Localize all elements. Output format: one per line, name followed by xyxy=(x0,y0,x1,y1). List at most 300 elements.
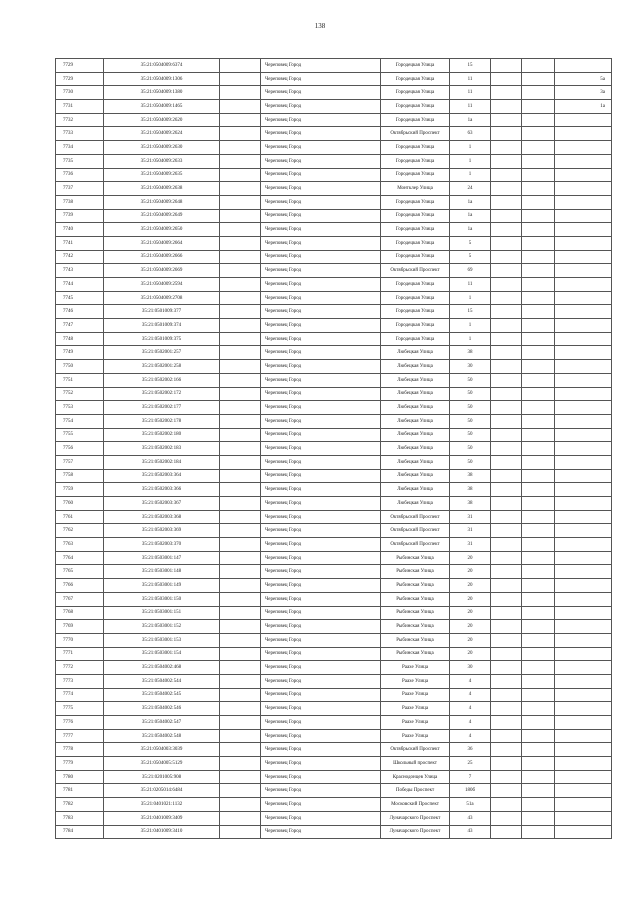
street-cell: Рыбинская Улица xyxy=(381,633,450,647)
building-cell xyxy=(491,442,522,456)
building-cell xyxy=(491,59,522,73)
empty-cell-cell xyxy=(220,195,261,209)
structure-cell xyxy=(522,100,555,114)
row-number-cell: 7756 xyxy=(56,442,104,456)
settlement-cell: Череповец Город xyxy=(261,414,381,428)
row-number-cell: 7771 xyxy=(56,647,104,661)
settlement-cell: Череповец Город xyxy=(261,86,381,100)
street-cell: Любецкая Улица xyxy=(381,414,450,428)
table-row xyxy=(56,551,612,565)
cadastral-number-cell: 35:21:0504009:2664 xyxy=(104,236,220,250)
apartment-cell xyxy=(555,59,612,73)
settlement-cell: Череповец Город xyxy=(261,223,381,237)
table-row xyxy=(56,250,612,264)
apartment-cell xyxy=(555,455,612,469)
apartment-cell xyxy=(555,414,612,428)
apartment-cell xyxy=(555,195,612,209)
structure-cell xyxy=(522,168,555,182)
settlement-cell: Череповец Город xyxy=(261,113,381,127)
apartment-cell xyxy=(555,141,612,155)
street-cell: Городецкая Улица xyxy=(381,236,450,250)
building-cell xyxy=(491,346,522,360)
empty-cell-cell xyxy=(220,59,261,73)
cadastral-number-cell: 35:21:0504009:2624 xyxy=(104,127,220,141)
cadastral-number-cell: 35:21:0502003:366 xyxy=(104,483,220,497)
empty-cell-cell xyxy=(220,674,261,688)
street-cell: Городецкая Улица xyxy=(381,250,450,264)
street-cell: Любецкая Улица xyxy=(381,455,450,469)
structure-cell xyxy=(522,688,555,702)
street-cell: Любецкая Улица xyxy=(381,469,450,483)
row-number-cell: 7784 xyxy=(56,825,104,839)
apartment-cell xyxy=(555,373,612,387)
structure-cell xyxy=(522,264,555,278)
row-number-cell: 7736 xyxy=(56,168,104,182)
row-number-cell: 7754 xyxy=(56,414,104,428)
building-cell xyxy=(491,195,522,209)
apartment-cell xyxy=(555,620,612,634)
empty-cell-cell xyxy=(220,168,261,182)
row-number-cell: 7769 xyxy=(56,620,104,634)
structure-cell xyxy=(522,538,555,552)
empty-cell-cell xyxy=(220,743,261,757)
table-row xyxy=(56,825,612,839)
settlement-cell: Череповец Город xyxy=(261,442,381,456)
row-number-cell: 7767 xyxy=(56,592,104,606)
cadastral-number-cell: 35:21:0502002:166 xyxy=(104,373,220,387)
house-number-cell: 63 xyxy=(450,127,491,141)
settlement-cell: Череповец Город xyxy=(261,798,381,812)
empty-cell-cell xyxy=(220,633,261,647)
street-cell: Октябрьский Проспект xyxy=(381,127,450,141)
building-cell xyxy=(491,688,522,702)
cadastral-number-cell: 35:21:0503001:147 xyxy=(104,551,220,565)
row-number-cell: 7764 xyxy=(56,551,104,565)
structure-cell xyxy=(522,455,555,469)
building-cell xyxy=(491,264,522,278)
building-cell xyxy=(491,524,522,538)
apartment-cell xyxy=(555,538,612,552)
apartment-cell xyxy=(555,716,612,730)
apartment-cell xyxy=(555,661,612,675)
street-cell: Городецкая Улица xyxy=(381,319,450,333)
property-registry-table xyxy=(55,58,612,839)
row-number-cell: 7757 xyxy=(56,455,104,469)
street-cell: Городецкая Улица xyxy=(381,113,450,127)
structure-cell xyxy=(522,497,555,511)
apartment-cell xyxy=(555,647,612,661)
structure-cell xyxy=(522,414,555,428)
empty-cell-cell xyxy=(220,100,261,114)
apartment-cell xyxy=(555,757,612,771)
building-cell xyxy=(491,401,522,415)
building-cell xyxy=(491,483,522,497)
house-number-cell: 1 xyxy=(450,332,491,346)
apartment-cell xyxy=(555,469,612,483)
settlement-cell: Череповец Город xyxy=(261,743,381,757)
street-cell: Любецкая Улица xyxy=(381,428,450,442)
settlement-cell: Череповец Город xyxy=(261,469,381,483)
apartment-cell xyxy=(555,579,612,593)
house-number-cell: 1 xyxy=(450,291,491,305)
settlement-cell: Череповец Город xyxy=(261,524,381,538)
empty-cell-cell xyxy=(220,305,261,319)
house-number-cell: 20 xyxy=(450,592,491,606)
table-row xyxy=(56,743,612,757)
apartment-cell xyxy=(555,291,612,305)
empty-cell-cell xyxy=(220,606,261,620)
cadastral-number-cell: 35:21:0503001:150 xyxy=(104,592,220,606)
structure-cell xyxy=(522,305,555,319)
apartment-cell xyxy=(555,592,612,606)
house-number-cell: 7 xyxy=(450,770,491,784)
table-row xyxy=(56,100,612,114)
street-cell: Городецкая Улица xyxy=(381,332,450,346)
cadastral-number-cell: 35:21:0502003:364 xyxy=(104,469,220,483)
house-number-cell: 30 xyxy=(450,360,491,374)
empty-cell-cell xyxy=(220,551,261,565)
row-number-cell: 7733 xyxy=(56,127,104,141)
structure-cell xyxy=(522,236,555,250)
street-cell: Любецкая Улица xyxy=(381,401,450,415)
cadastral-number-cell: 35:21:0504009:6374 xyxy=(104,59,220,73)
structure-cell xyxy=(522,346,555,360)
structure-cell xyxy=(522,127,555,141)
structure-cell xyxy=(522,647,555,661)
house-number-cell: 43 xyxy=(450,811,491,825)
row-number-cell: 7749 xyxy=(56,346,104,360)
cadastral-number-cell: 35:21:0504009:2635 xyxy=(104,168,220,182)
street-cell: Городецкая Улица xyxy=(381,278,450,292)
cadastral-number-cell: 35:21:0502001:258 xyxy=(104,360,220,374)
table-row xyxy=(56,182,612,196)
settlement-cell: Череповец Город xyxy=(261,592,381,606)
building-cell xyxy=(491,319,522,333)
row-number-cell: 7751 xyxy=(56,373,104,387)
structure-cell xyxy=(522,360,555,374)
table-row xyxy=(56,661,612,675)
building-cell xyxy=(491,182,522,196)
table-row xyxy=(56,86,612,100)
street-cell: Городецкая Улица xyxy=(381,72,450,86)
street-cell: Рыбинская Улица xyxy=(381,551,450,565)
table-row xyxy=(56,620,612,634)
structure-cell xyxy=(522,743,555,757)
apartment-cell xyxy=(555,236,612,250)
table-row xyxy=(56,127,612,141)
empty-cell-cell xyxy=(220,784,261,798)
building-cell xyxy=(491,100,522,114)
settlement-cell: Череповец Город xyxy=(261,674,381,688)
apartment-cell xyxy=(555,428,612,442)
house-number-cell: 1а xyxy=(450,209,491,223)
settlement-cell: Череповец Город xyxy=(261,278,381,292)
empty-cell-cell xyxy=(220,154,261,168)
settlement-cell: Череповец Город xyxy=(261,401,381,415)
settlement-cell: Череповец Город xyxy=(261,729,381,743)
house-number-cell: 31 xyxy=(450,524,491,538)
street-cell: Октябрьский Проспект xyxy=(381,743,450,757)
table-row xyxy=(56,154,612,168)
house-number-cell: 43 xyxy=(450,825,491,839)
house-number-cell: 20 xyxy=(450,606,491,620)
building-cell xyxy=(491,250,522,264)
structure-cell xyxy=(522,387,555,401)
settlement-cell: Череповец Город xyxy=(261,633,381,647)
building-cell xyxy=(491,305,522,319)
settlement-cell: Череповец Город xyxy=(261,825,381,839)
house-number-cell: 38 xyxy=(450,469,491,483)
page-number: 138 xyxy=(314,22,326,30)
building-cell xyxy=(491,209,522,223)
street-cell: Октябрьский Проспект xyxy=(381,524,450,538)
cadastral-number-cell: 35:21:0504002:548 xyxy=(104,729,220,743)
house-number-cell: 20 xyxy=(450,565,491,579)
building-cell xyxy=(491,332,522,346)
table-row xyxy=(56,168,612,182)
apartment-cell xyxy=(555,606,612,620)
house-number-cell: 1а xyxy=(450,223,491,237)
house-number-cell: 1 xyxy=(450,319,491,333)
settlement-cell: Череповец Город xyxy=(261,182,381,196)
table-row xyxy=(56,702,612,716)
empty-cell-cell xyxy=(220,811,261,825)
house-number-cell: 25 xyxy=(450,757,491,771)
house-number-cell: 31 xyxy=(450,538,491,552)
table-row xyxy=(56,538,612,552)
structure-cell xyxy=(522,579,555,593)
row-number-cell: 7731 xyxy=(56,100,104,114)
house-number-cell: 50 xyxy=(450,387,491,401)
apartment-cell xyxy=(555,524,612,538)
structure-cell xyxy=(522,332,555,346)
street-cell: Школьный проспект xyxy=(381,757,450,771)
street-cell: Раахе Улица xyxy=(381,661,450,675)
apartment-cell xyxy=(555,510,612,524)
house-number-cell: 1а xyxy=(450,195,491,209)
building-cell xyxy=(491,72,522,86)
empty-cell-cell xyxy=(220,236,261,250)
empty-cell-cell xyxy=(220,702,261,716)
settlement-cell: Череповец Город xyxy=(261,551,381,565)
apartment-cell xyxy=(555,401,612,415)
apartment-cell xyxy=(555,360,612,374)
table-row xyxy=(56,414,612,428)
cadastral-number-cell: 35:21:0504002:468 xyxy=(104,661,220,675)
apartment-cell xyxy=(555,702,612,716)
empty-cell-cell xyxy=(220,592,261,606)
apartment-cell xyxy=(555,346,612,360)
row-number-cell: 7738 xyxy=(56,195,104,209)
table-row xyxy=(56,346,612,360)
house-number-cell: 4 xyxy=(450,688,491,702)
street-cell: Октябрьский Проспект xyxy=(381,538,450,552)
settlement-cell: Череповец Город xyxy=(261,195,381,209)
structure-cell xyxy=(522,551,555,565)
settlement-cell: Череповец Город xyxy=(261,510,381,524)
structure-cell xyxy=(522,661,555,675)
table-row xyxy=(56,674,612,688)
empty-cell-cell xyxy=(220,127,261,141)
building-cell xyxy=(491,647,522,661)
structure-cell xyxy=(522,209,555,223)
structure-cell xyxy=(522,373,555,387)
settlement-cell: Череповец Город xyxy=(261,154,381,168)
empty-cell-cell xyxy=(220,72,261,86)
building-cell xyxy=(491,620,522,634)
cadastral-number-cell: 35:21:0504002:545 xyxy=(104,688,220,702)
house-number-cell: 1 xyxy=(450,154,491,168)
cadastral-number-cell: 35:21:0504009:2638 xyxy=(104,182,220,196)
cadastral-number-cell: 35:21:0401009:3410 xyxy=(104,825,220,839)
table-row xyxy=(56,236,612,250)
street-cell: Раахе Улица xyxy=(381,716,450,730)
settlement-cell: Череповец Город xyxy=(261,483,381,497)
apartment-cell xyxy=(555,633,612,647)
cadastral-number-cell: 35:21:0501009:377 xyxy=(104,305,220,319)
empty-cell-cell xyxy=(220,579,261,593)
building-cell xyxy=(491,538,522,552)
street-cell: Победы Проспект xyxy=(381,784,450,798)
row-number-cell: 7775 xyxy=(56,702,104,716)
cadastral-number-cell: 35:21:0504009:2666 xyxy=(104,250,220,264)
row-number-cell: 7742 xyxy=(56,250,104,264)
street-cell: Любецкая Улица xyxy=(381,346,450,360)
table-row xyxy=(56,305,612,319)
house-number-cell: 15 xyxy=(450,305,491,319)
street-cell: Городецкая Улица xyxy=(381,154,450,168)
house-number-cell: 11 xyxy=(450,86,491,100)
street-cell: Октябрьский Проспект xyxy=(381,264,450,278)
row-number-cell: 7732 xyxy=(56,113,104,127)
street-cell: Московский Проспект xyxy=(381,798,450,812)
table-row xyxy=(56,319,612,333)
cadastral-number-cell: 35:21:0502002:183 xyxy=(104,442,220,456)
street-cell: Городецкая Улица xyxy=(381,141,450,155)
building-cell xyxy=(491,770,522,784)
row-number-cell: 7741 xyxy=(56,236,104,250)
cadastral-number-cell: 35:21:0504002:544 xyxy=(104,674,220,688)
house-number-cell: 15 xyxy=(450,59,491,73)
house-number-cell: 1 xyxy=(450,168,491,182)
street-cell: Любецкая Улица xyxy=(381,442,450,456)
apartment-cell xyxy=(555,113,612,127)
row-number-cell: 7778 xyxy=(56,743,104,757)
street-cell: Луначарского Проспект xyxy=(381,811,450,825)
row-number-cell: 7744 xyxy=(56,278,104,292)
structure-cell xyxy=(522,250,555,264)
cadastral-number-cell: 35:21:0201005:908 xyxy=(104,770,220,784)
empty-cell-cell xyxy=(220,510,261,524)
apartment-cell xyxy=(555,688,612,702)
row-number-cell: 7766 xyxy=(56,579,104,593)
street-cell: Монтклер Улица xyxy=(381,182,450,196)
row-number-cell: 7765 xyxy=(56,565,104,579)
table-row xyxy=(56,579,612,593)
house-number-cell: 11 xyxy=(450,100,491,114)
cadastral-number-cell: 35:21:0504009:2708 xyxy=(104,291,220,305)
empty-cell-cell xyxy=(220,770,261,784)
row-number-cell: 7762 xyxy=(56,524,104,538)
apartment-cell xyxy=(555,264,612,278)
structure-cell xyxy=(522,702,555,716)
settlement-cell: Череповец Город xyxy=(261,127,381,141)
building-cell xyxy=(491,168,522,182)
structure-cell xyxy=(522,319,555,333)
table-row xyxy=(56,401,612,415)
settlement-cell: Череповец Город xyxy=(261,455,381,469)
empty-cell-cell xyxy=(220,319,261,333)
empty-cell-cell xyxy=(220,729,261,743)
table-row xyxy=(56,729,612,743)
building-cell xyxy=(491,592,522,606)
empty-cell-cell xyxy=(220,469,261,483)
street-cell: Раахе Улица xyxy=(381,702,450,716)
building-cell xyxy=(491,743,522,757)
house-number-cell: 5 xyxy=(450,236,491,250)
structure-cell xyxy=(522,113,555,127)
house-number-cell: 31 xyxy=(450,510,491,524)
building-cell xyxy=(491,291,522,305)
row-number-cell: 7759 xyxy=(56,483,104,497)
empty-cell-cell xyxy=(220,141,261,155)
table-row xyxy=(56,757,612,771)
street-cell: Краснодонцев Улица xyxy=(381,770,450,784)
table-row xyxy=(56,688,612,702)
empty-cell-cell xyxy=(220,182,261,196)
building-cell xyxy=(491,141,522,155)
house-number-cell: 24 xyxy=(450,182,491,196)
apartment-cell xyxy=(555,770,612,784)
building-cell xyxy=(491,579,522,593)
table-row xyxy=(56,278,612,292)
table-row xyxy=(56,497,612,511)
street-cell: Рыбинская Улица xyxy=(381,647,450,661)
house-number-cell: 69 xyxy=(450,264,491,278)
street-cell: Городецкая Улица xyxy=(381,86,450,100)
house-number-cell: 20 xyxy=(450,647,491,661)
table-row xyxy=(56,442,612,456)
building-cell xyxy=(491,428,522,442)
house-number-cell: 50 xyxy=(450,442,491,456)
table-row xyxy=(56,811,612,825)
street-cell: Раахе Улица xyxy=(381,688,450,702)
structure-cell xyxy=(522,674,555,688)
house-number-cell: 38 xyxy=(450,346,491,360)
structure-cell xyxy=(522,401,555,415)
empty-cell-cell xyxy=(220,387,261,401)
cadastral-number-cell: 35:21:0501009:374 xyxy=(104,319,220,333)
street-cell: Городецкая Улица xyxy=(381,209,450,223)
building-cell xyxy=(491,278,522,292)
table-row xyxy=(56,510,612,524)
settlement-cell: Череповец Город xyxy=(261,811,381,825)
row-number-cell: 7774 xyxy=(56,688,104,702)
empty-cell-cell xyxy=(220,113,261,127)
building-cell xyxy=(491,551,522,565)
table-row xyxy=(56,770,612,784)
settlement-cell: Череповец Город xyxy=(261,497,381,511)
settlement-cell: Череповец Город xyxy=(261,387,381,401)
street-cell: Рыбинская Улица xyxy=(381,620,450,634)
street-cell: Рыбинская Улица xyxy=(381,606,450,620)
cadastral-number-cell: 35:21:0502002:180 xyxy=(104,428,220,442)
building-cell xyxy=(491,387,522,401)
house-number-cell: 50 xyxy=(450,401,491,415)
building-cell xyxy=(491,497,522,511)
structure-cell xyxy=(522,291,555,305)
cadastral-number-cell: 35:21:0504009:1306 xyxy=(104,72,220,86)
